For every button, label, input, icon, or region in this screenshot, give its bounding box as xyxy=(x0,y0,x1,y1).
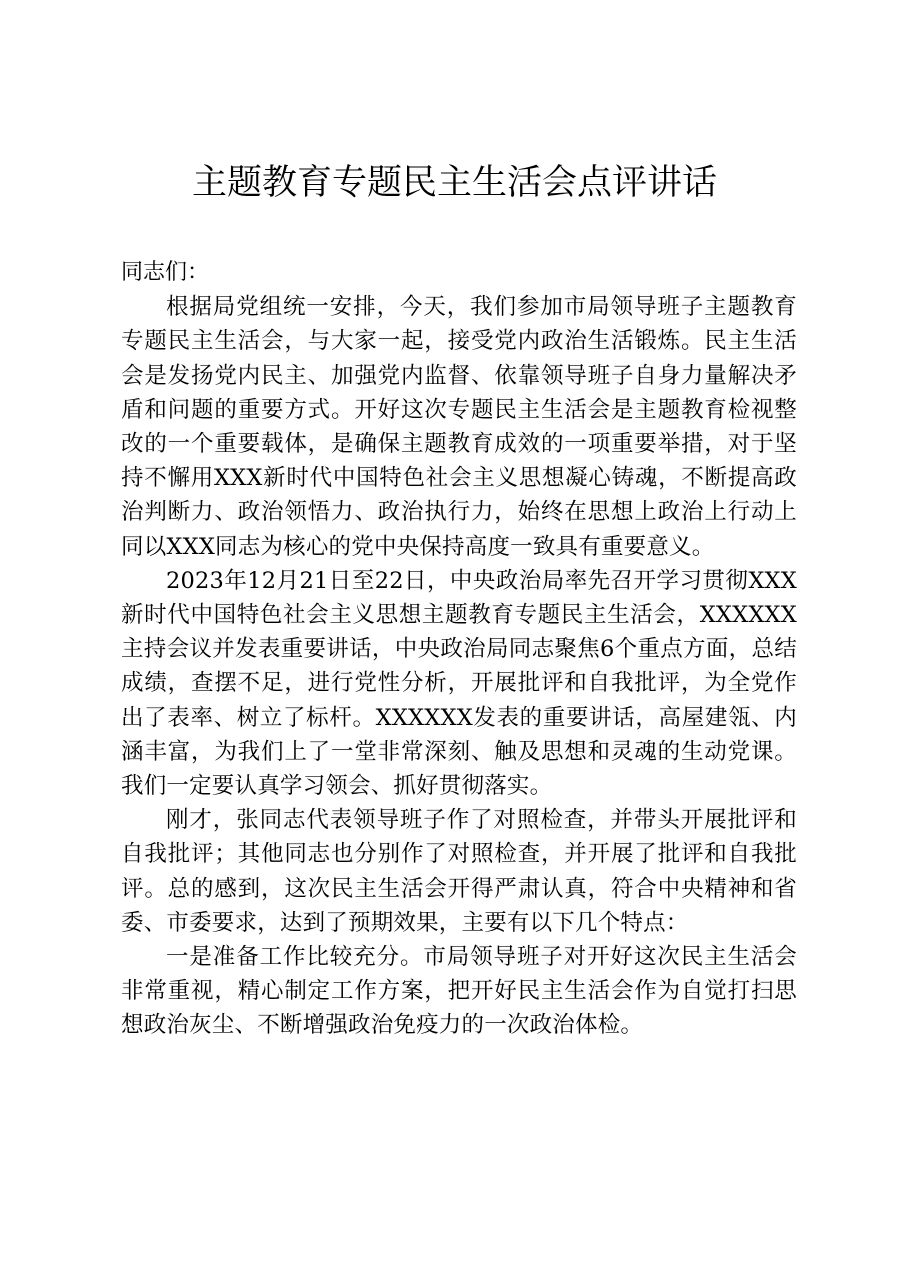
paragraph-1: 根据局党组统一安排，今天，我们参加市局领导班子主题教育专题民主生活会，与大家一起，接受党内政治生活锻炼。民主生活会是发扬党内民主、加强党内监督、依靠领导班子自身力量解决矛盾和问题的重要方式。开好这次专题民主生活会是主题教育检视整改的一个重要载体，是确保主题教育成效的一项重要举措，对于坚持不懈用XXX新时代中国特色社会主义思想凝心铸魂，不断提高政治判断力、政治领悟力、政治执行力，始终在思想上政治上行动上同以XXX同志为核心的党中央保持高度一致具有重要意义。 xyxy=(121,294,797,560)
paragraph-2: 2023年12月21日至22日，中央政治局率先召开学习贯彻XXX新时代中国特色社会主义思想主题教育专题民主生活会，XXXXXX主持会议并发表重要讲话，中央政治局同志聚焦6个重点方面，总结成绩，查摆不足，进行党性分析，开展批评和自我批评，为全党作出了表率、树立了标杆。XXXXXX发表的重要讲话，高屋建瓴、内涵丰富，为我们上了一堂非常深刻、触及思想和灵魂的生动党课。我们一定要认真学习领会、抓好贯彻落实。 xyxy=(121,567,797,800)
document-body xyxy=(121,256,797,1043)
paragraph-3: 刚才，张同志代表领导班子作了对照检查，并带头开展批评和自我批评；其他同志也分别作了对照检查，并开展了批评和自我批评。总的感到，这次民主生活会开得严肃认真，符合中央精神和省委、市委要求，达到了预期效果，主要有以下几个特点： xyxy=(121,807,797,936)
document-title: 主题教育专题民主生活会点评讲话 xyxy=(191,163,717,203)
paragraph-4: 一是准备工作比较充分。市局领导班子对开好这次民主生活会非常重视，精心制定工作方案，把开好民主生活会作为自觉打扫思想政治灰尘、不断增强政治免疫力的一次政治体检。 xyxy=(121,944,797,1039)
salutation: 同志们： xyxy=(121,260,210,285)
